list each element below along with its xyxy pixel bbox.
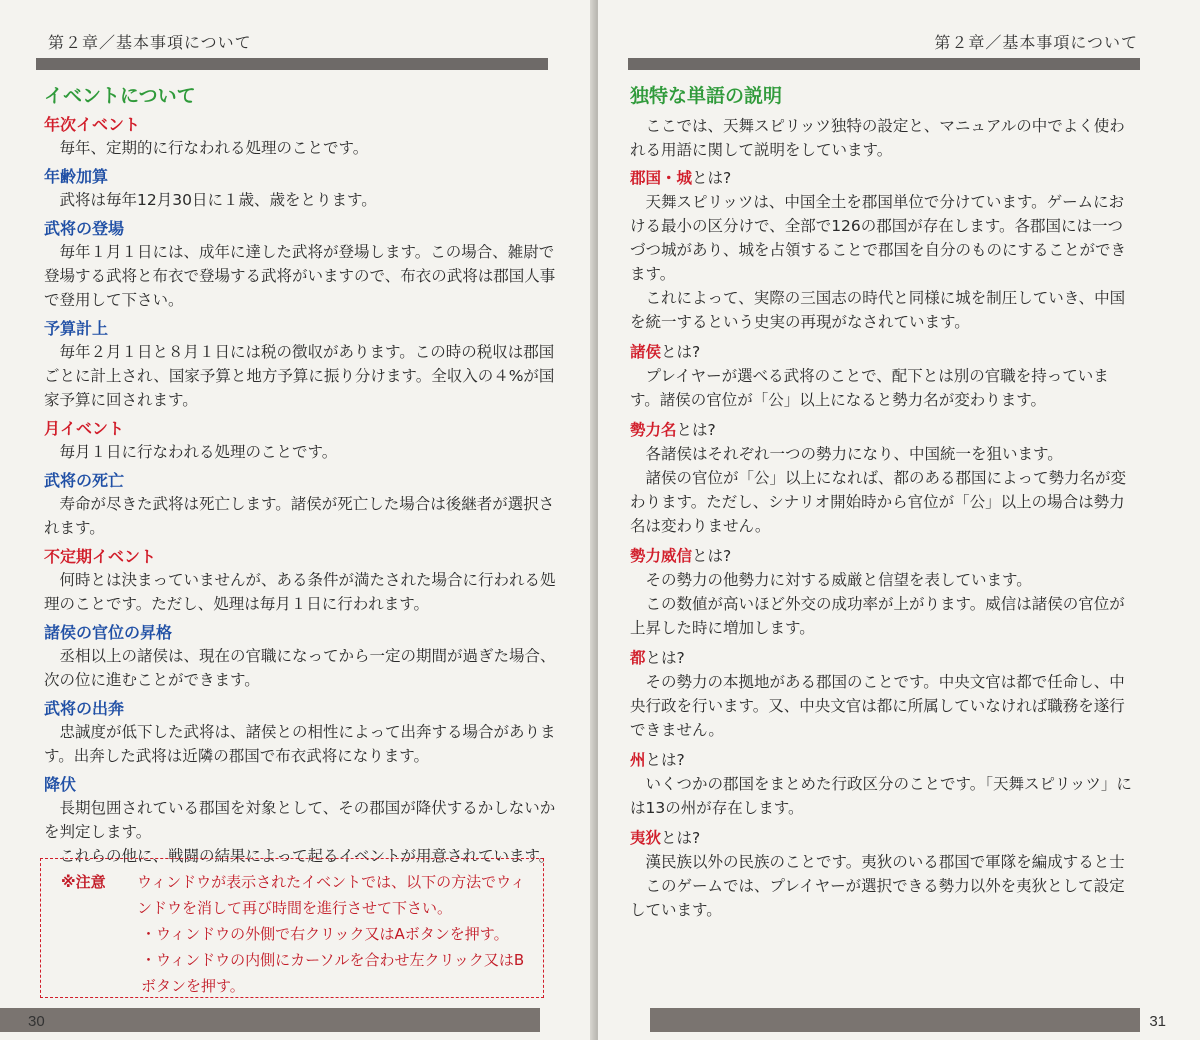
event-entry xyxy=(44,774,556,868)
glossary-heading xyxy=(630,166,1138,190)
glossary-entry xyxy=(630,826,1138,922)
event-list xyxy=(44,114,556,868)
glossary-heading xyxy=(630,544,1138,568)
glossary-entry xyxy=(630,544,1138,640)
glossary-term: 諸侯 xyxy=(630,343,662,361)
glossary-term: 州 xyxy=(630,751,646,769)
header-bar-left xyxy=(36,58,548,70)
glossary-term: 都 xyxy=(630,649,646,667)
glossary-description: その勢力の他勢力に対する威厳と信望を表しています。 xyxy=(645,571,1032,589)
event-description: 毎年、定期的に行なわれる処理のことです。 xyxy=(59,139,369,157)
glossary-term: 郡国・城 xyxy=(630,169,693,187)
note-main xyxy=(61,869,531,921)
page-number-left: 30 xyxy=(28,1013,45,1030)
note-label: ※注意 xyxy=(61,873,106,891)
page-number-right: 31 xyxy=(1149,1013,1166,1030)
note-text: ウィンドウが表示されたイベントでは、以下の方法でウィンドウを消して再び時間を進行させて下さい。 xyxy=(137,873,526,917)
event-term: 年齢加算 xyxy=(44,167,109,186)
event-term: 武将の出奔 xyxy=(44,699,125,718)
event-description: 長期包囲されている郡国を対象として、その郡国が降伏するかしないかを判定します。 xyxy=(44,799,556,841)
event-term: 降伏 xyxy=(44,775,77,794)
glossary-heading xyxy=(630,646,1138,670)
event-term: 月イベント xyxy=(44,419,125,438)
event-entry xyxy=(44,318,556,412)
glossary-description: 各諸侯はそれぞれ一つの勢力になり、中国統一を狙います。 xyxy=(645,445,1063,463)
glossary-description: 諸侯の官位が「公」以上になれば、都のある郡国によって勢力名が変わります。ただし、シナリオ開始時から官位が「公」以上の場合は勢力名は変わりません。 xyxy=(630,469,1127,535)
glossary-term: 勢力名 xyxy=(630,421,677,439)
glossary-description: このゲームでは、プレイヤーが選択できる勢力以外を夷狄として設定しています。 xyxy=(630,877,1125,919)
event-entry xyxy=(44,114,556,160)
event-entry xyxy=(44,546,556,616)
glossary-description: 天舞スピリッツは、中国全土を郡国単位で分けています。ゲームにおける最小の区分けで、全部で126の郡国が存在します。各郡国には一つづつ城があり、城を占領することで郡国を自分のものにすることができます。 xyxy=(630,193,1127,283)
glossary-term: 夷狄 xyxy=(630,829,662,847)
event-term: 不定期イベント xyxy=(44,547,157,566)
event-term: 武将の登場 xyxy=(44,219,125,238)
glossary-description: その勢力の本拠地がある郡国のことです。中央文官は都で任命し、中央行政を行います。又、中央文官は都に所属していなければ職務を遂行できません。 xyxy=(630,673,1125,739)
event-entry xyxy=(44,470,556,540)
glossary-description: プレイヤーが選べる武将のことで、配下とは別の官職を持っています。諸侯の官位が「公」以上になると勢力名が変わります。 xyxy=(630,367,1109,409)
glossary-description: これによって、実際の三国志の時代と同様に城を制圧していき、中国を統一するという史実の再現がなされています。 xyxy=(630,289,1126,331)
note-bullet-right-click: ・ウィンドウの外側で右クリック又はAボタンを押す。 xyxy=(141,925,509,943)
glossary-term: 勢力威信 xyxy=(630,547,693,565)
event-description: これらの他に、戦闘の結果によって起るイベントが用意されています。 xyxy=(59,847,555,865)
glossary-term-suffix: とは? xyxy=(661,829,701,847)
event-term: 諸侯の官位の昇格 xyxy=(44,623,173,642)
event-description: 毎年１月１日には、成年に達した武将が登場します。この場合、雑尉で登場する武将と布衣で登場する武将がいますので、布衣の武将は郡国人事で登用して下さい。 xyxy=(44,243,556,309)
left-page-content xyxy=(44,82,556,874)
footer-bar-left xyxy=(0,1008,540,1032)
event-term: 年次イベント xyxy=(44,115,141,134)
glossary-heading xyxy=(630,748,1138,772)
note-bullet-left-click: ・ウィンドウの内側にカーソルを合わせ左クリック又はBボタンを押す。 xyxy=(141,951,525,995)
running-head-right: 第２章／基本事項について xyxy=(934,33,1138,52)
glossary-description: 漢民族以外の民族のことです。夷狄のいる郡国で軍隊を編成すると士 xyxy=(645,853,1125,871)
glossary-entry xyxy=(630,418,1138,538)
glossary-description: この数値が高いほど外交の成功率が上がります。威信は諸侯の官位が上昇した時に増加します。 xyxy=(630,595,1125,637)
glossary-heading xyxy=(630,826,1138,850)
event-description: 忠誠度が低下した武将は、諸侯との相性によって出奔する場合があります。出奔した武将は近隣の郡国で布衣武将になります。 xyxy=(44,723,556,765)
glossary-heading xyxy=(630,340,1138,364)
event-description: 毎月１日に行なわれる処理のことです。 xyxy=(59,443,338,461)
glossary-entry xyxy=(630,340,1138,412)
right-page xyxy=(598,0,1200,1040)
event-term: 武将の死亡 xyxy=(44,471,125,490)
event-description: 何時とは決まっていませんが、ある条件が満たされた場合に行われる処理のことです。ただし、処理は毎月１日に行われます。 xyxy=(44,571,556,613)
footer-bar-right xyxy=(650,1008,1140,1032)
glossary-term-suffix: とは? xyxy=(661,343,701,361)
event-description: 丞相以上の諸侯は、現在の官職になってから一定の期間が過ぎた場合、次の位に進むことができます。 xyxy=(44,647,556,689)
event-description: 寿命が尽きた武将は死亡します。諸侯が死亡した場合は後継者が選択されます。 xyxy=(44,495,555,537)
event-entry xyxy=(44,166,556,212)
glossary-entry xyxy=(630,748,1138,820)
event-entry xyxy=(44,218,556,312)
event-entry xyxy=(44,418,556,464)
event-description: 毎年２月１日と８月１日には税の徴収があります。この時の税収は郡国ごとに計上され、国家予算と地方予算に振り分けます。全収入の４%が国家予算に回されます。 xyxy=(44,343,555,409)
glossary-entry xyxy=(630,166,1138,334)
caution-note xyxy=(40,858,544,998)
right-page-content xyxy=(630,82,1138,928)
glossary-term-suffix: とは? xyxy=(645,649,685,667)
section-title-glossary: 独特な単語の説明 xyxy=(630,85,783,107)
glossary-heading xyxy=(630,418,1138,442)
left-page xyxy=(0,0,594,1040)
glossary-term-suffix: とは? xyxy=(645,751,685,769)
glossary-term-suffix: とは? xyxy=(676,421,716,439)
event-term: 予算計上 xyxy=(44,319,109,338)
header-bar-right xyxy=(628,58,1140,70)
event-entry xyxy=(44,698,556,768)
glossary-intro: ここでは、天舞スピリッツ独特の設定と、マニュアルの中でよく使われる用語に関して説明をしています。 xyxy=(630,117,1125,159)
glossary-description: いくつかの郡国をまとめた行政区分のことです。「天舞スピリッツ」には13の州が存在します。 xyxy=(630,775,1132,817)
running-head-left: 第２章／基本事項について xyxy=(48,33,252,52)
glossary-entry xyxy=(630,646,1138,742)
glossary-term-suffix: とは? xyxy=(692,547,732,565)
glossary-list xyxy=(630,166,1138,922)
event-description: 武将は毎年12月30日に１歳、歳をとります。 xyxy=(59,191,377,209)
event-entry xyxy=(44,622,556,692)
glossary-term-suffix: とは? xyxy=(692,169,732,187)
section-title-events: イベントについて xyxy=(44,85,196,107)
